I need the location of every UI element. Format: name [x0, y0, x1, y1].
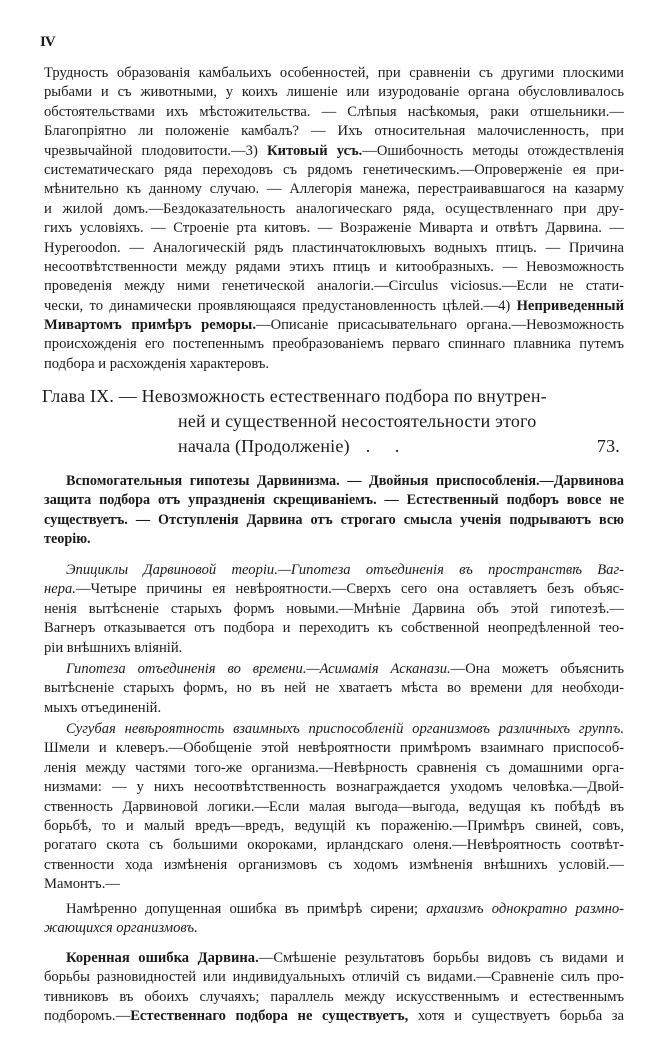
text-line: и жилой домъ.—Бездоказательность аналогическаго ряда, осуществленнаго при дру- [44, 200, 624, 217]
text-line: борьбы разновидностей или индивидуальныхъ отличій съ видами.—Сравненіе силъ про- [44, 969, 624, 986]
bold-heading-run: Коренная ошибка Дарвина. [66, 950, 259, 966]
text-run: —Четыре причины ея невѣроятности.—Сверхъ сего она оставляетъ безъ объяс- [75, 581, 624, 598]
text-line [44, 316, 624, 335]
text-line: Hyperoodon. — Аналогическій рядъ пластинчатоклювыхъ водныхъ птицъ. — Причина [44, 239, 624, 256]
bold-heading-run: Мивартомъ примѣръ реморы. [44, 317, 256, 334]
text-line: борьбѣ, то и малый вредъ—вредъ, ведущій къ пораженію.—Примѣръ свиней, совъ, [44, 817, 624, 834]
summary-paragraph [44, 720, 624, 895]
text-line: тивниковъ въ обоихъ случаяхъ; параллель между искусственнымъ и естественнымъ [44, 988, 624, 1005]
text-run: —Смѣшеніе результатовъ борьбы видовъ съ видами и [258, 950, 624, 966]
text-line: низмами: — у нихъ несоотвѣтственность вознаграждается уходомъ человѣка.—Двой- [44, 779, 624, 796]
text-line: обстоятельствами ихъ мѣстожительства. — Слѣпыя насѣкомыя, раки отшельники.— [44, 103, 624, 120]
summary-paragraph-bold [44, 472, 624, 550]
text-line: проведенія между ними генетической аналогіи.—Circulus viciosus.—Если не стати- [44, 278, 624, 295]
text-line: гихъ условіяхъ. — Строеніе рта китовъ. — Возраженіе Миварта и отвѣтъ Дарвина. — [44, 220, 624, 237]
text-line [44, 1007, 624, 1026]
text-line [44, 660, 624, 679]
text-line: мыхъ отъединеній. [44, 699, 162, 716]
text-line: Благопріятно ли положеніе камбалъ? — Ихъ относительная малочисленность, при [44, 123, 624, 140]
text-run: подборомъ.— [44, 1008, 131, 1025]
text-line: Мамонтъ.— [44, 876, 120, 893]
chapter-title-line [42, 384, 642, 409]
text-line: существуетъ. — Отступленія Дарвина отъ строгаго смысла ученія подрываютъ всю [44, 511, 624, 528]
page-number: IV [40, 34, 55, 50]
chapter-title-text: ней и существенной несостоятельности этого [178, 411, 537, 431]
text-line: защита подбора отъ упраздненія скрещиваніемъ. — Естественный подборъ вовсе не [44, 492, 624, 509]
italic-run: архаизмъ однократно размно- [426, 901, 624, 917]
text-line: ріи внѣшнихъ вліяній. [44, 639, 183, 656]
italic-heading-line: Эпициклы Дарвиновой теоріи.—Гипотеза отъединенія въ пространствѣ Ваг- [66, 562, 624, 578]
text-line: несоотвѣтственности между рядами этихъ птицъ и китообразныхъ. — Невозможность [44, 258, 624, 275]
summary-paragraph [44, 900, 624, 939]
text-line: ственность Дарвиновой логики.—Если малая выгода—выгода, ведущая къ побѣдѣ въ [44, 798, 624, 815]
chapter-page-reference: 73. [596, 436, 620, 456]
text-line: рогатаго скота съ большими окороками, ирландскаго оленя.—Невѣроятность соотвѣт- [44, 837, 624, 854]
text-run: хотя и существуетъ борьба за [408, 1008, 624, 1025]
italic-run: нера. [44, 581, 76, 598]
text-line: жающихся организмовъ. [44, 920, 198, 937]
text-line: Трудность образованія камбальихъ особенностей, при сравненіи съ другими плоскими [44, 65, 624, 81]
bold-heading-run: Естественнаго подбора не существуетъ, [130, 1008, 409, 1025]
text-line: Вспомогательныя гипотезы Дарвинизма. — Двойныя приспособленія.—Дарвинова [66, 473, 624, 489]
text-run: —Ошибочность методы отождествленія [362, 142, 624, 159]
text-line: ненія вытѣсненіе старыхъ формъ новыми.—Мнѣніе Дарвина объ этой гипотезѣ.— [44, 600, 624, 617]
text-line: рыбами и съ животными, у коихъ лишеніе или изуродованіе органа обусловливалось [44, 84, 624, 101]
text-run: —Она можетъ объяснить [450, 661, 624, 677]
chapter-title-text: Глава IX. — Невозможность естественнаго подбора по внутрен- [42, 386, 547, 406]
chapter-title-line [42, 409, 642, 434]
text-line: Вагнеръ отказывается отъ подбора и переходитъ къ собственной неопредѣленной тео- [44, 620, 624, 637]
text-line [44, 949, 624, 968]
text-run: —Описаніе присасывательнаго органа.—Невозможность [255, 317, 624, 334]
chapter-summary-block [44, 64, 624, 374]
italic-heading-line: Сугубая невѣроятность взаимныхъ приспособленій организмовъ различныхъ группъ. [66, 721, 624, 737]
text-line [44, 580, 624, 599]
text-line [44, 142, 624, 161]
leader-dots: . . [365, 436, 410, 456]
text-line: подбора и расхожденія характеровъ. [44, 355, 270, 372]
bold-heading-run: Китовый усъ. [267, 142, 363, 159]
text-line: мѣнительно къ данному случаю. — Аллегорія манежа, перестраивавшагося на казарму [44, 181, 624, 198]
text-line: ственности хода измѣненія организмовъ съ ходомъ измѣненія внѣшнихъ условій.— [44, 856, 624, 873]
text-run: чески, то динамически проявляющаяся предустановленность цѣлей.—4) [44, 297, 517, 314]
text-line: систематическаго ряда переходовъ съ рядомъ генетическимъ.—Опроверженіе ея при- [44, 161, 624, 178]
text-run: чрезвычайной плодовитости.—3) [44, 142, 268, 159]
text-line: ленія между частями того-же организма.—Невѣрность сравненія съ домашними орга- [44, 759, 624, 776]
text-run: Намѣренно допущенная ошибка въ примѣрѣ сирени; [66, 901, 427, 917]
text-line: вытѣсненіе старыхъ формъ, но въ ней не хватаетъ мѣста во времени для необходи- [44, 680, 624, 697]
bold-heading-run: Неприведенный [516, 297, 624, 314]
summary-paragraph [44, 660, 624, 718]
chapter-heading [42, 384, 642, 459]
text-line: Шмели и клеверъ.—Обобщеніе этой невѣроятности примѣромъ взаимнаго приспособ- [44, 740, 624, 757]
chapter-title-line [42, 434, 642, 459]
summary-paragraph [44, 949, 624, 1027]
chapter-title-end: начала (Продолженіе) [178, 436, 350, 456]
text-line [44, 297, 624, 316]
summary-paragraph [44, 561, 624, 658]
text-line: происхожденія его постепеннымъ преобразованіемъ перваго спиннаго плавника путемъ [44, 336, 624, 353]
text-line: теорію. [44, 531, 91, 548]
chapter-title-text [178, 434, 409, 459]
text-line [44, 900, 624, 919]
italic-run: Гипотеза отъединенія во времени.—Асимамія Асканази. [66, 661, 451, 677]
